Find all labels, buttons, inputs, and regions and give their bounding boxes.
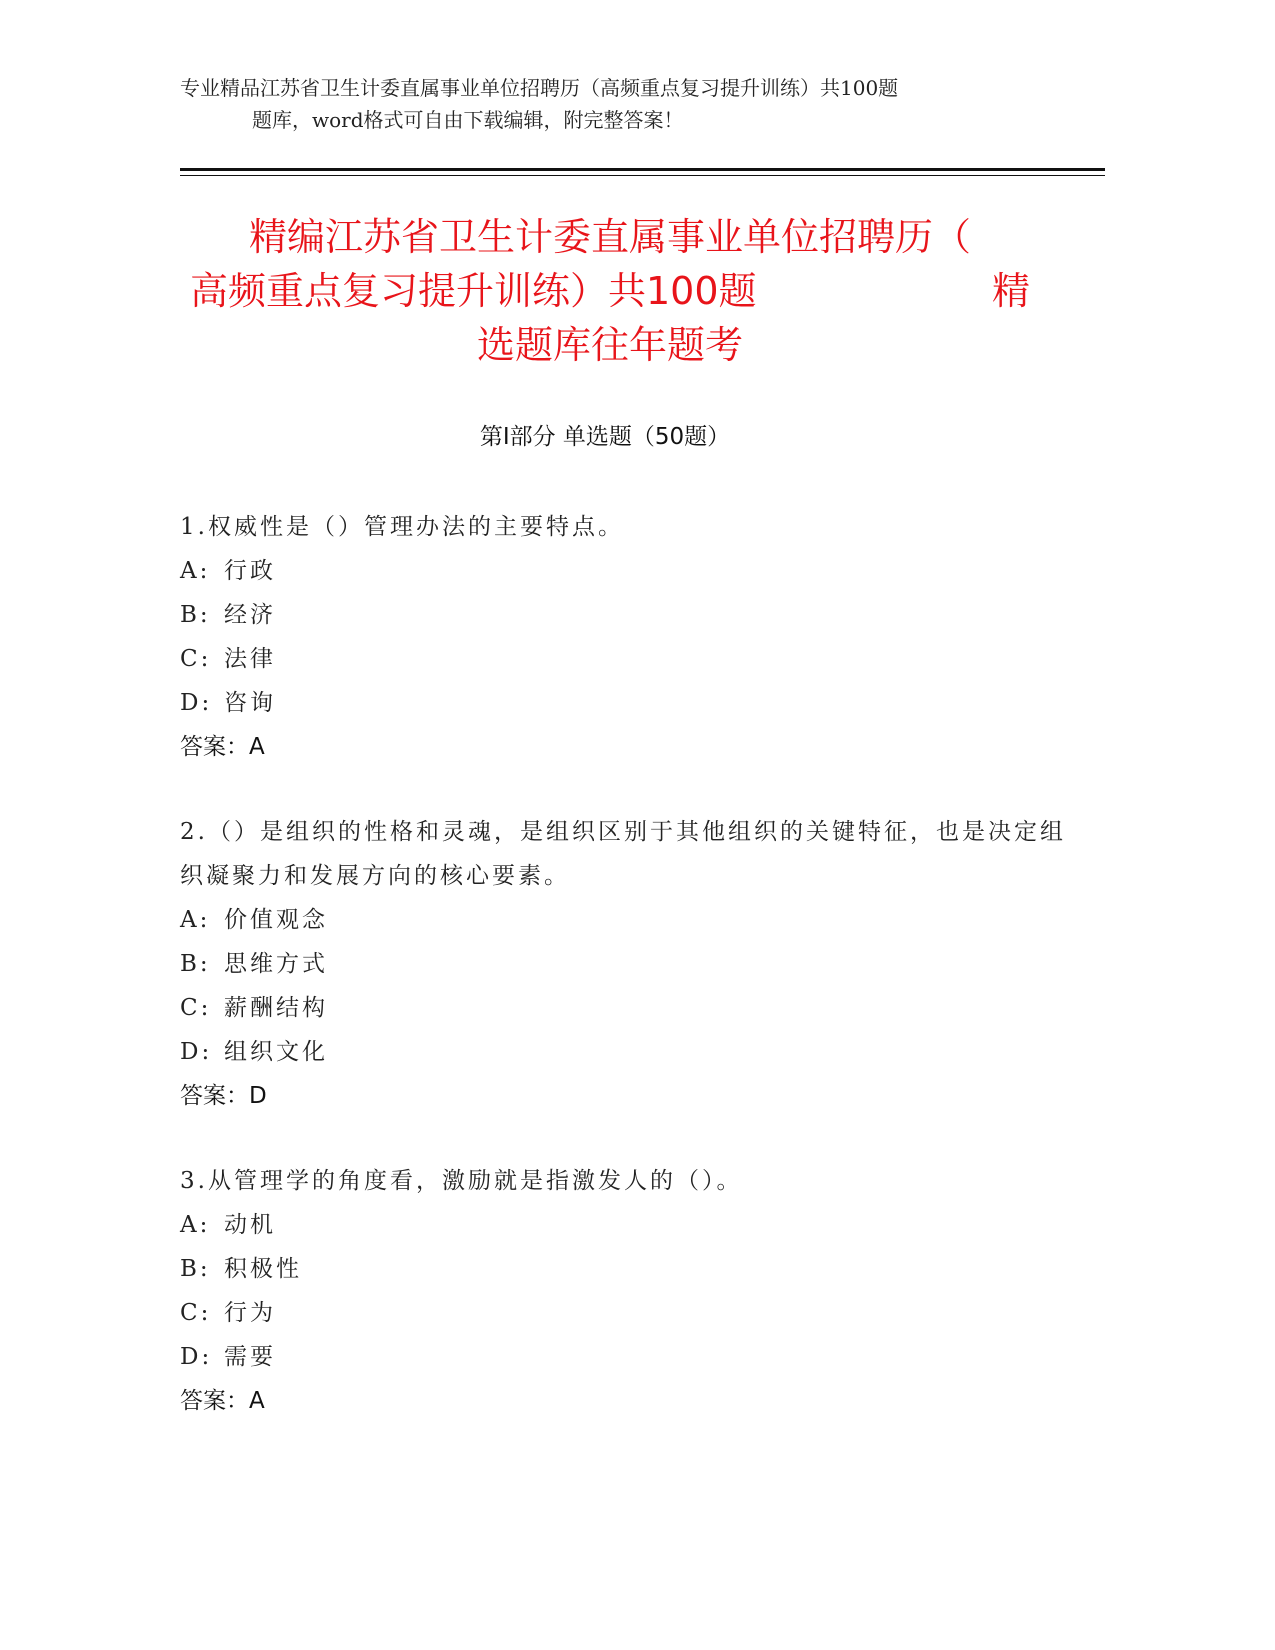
option-text: 价值观念	[224, 907, 328, 933]
option-letter: B:	[180, 1256, 211, 1282]
question-list	[180, 505, 1080, 1464]
option-letter: C:	[180, 1300, 212, 1326]
section-title: 第Ⅰ部分 单选题（50题）	[479, 424, 731, 450]
title-line-2	[190, 264, 1030, 318]
option-a	[180, 549, 1080, 593]
question-3	[180, 1159, 1080, 1423]
option-letter: C:	[180, 995, 212, 1021]
option-letter: A:	[180, 1212, 211, 1238]
option-text: 需要	[224, 1344, 276, 1370]
option-letter: B:	[180, 951, 211, 977]
question-stem: 3.从管理学的角度看，激励就是指激发人的（）。	[180, 1168, 743, 1194]
option-d	[180, 1335, 1080, 1379]
title-line-3: 选题库往年题考	[476, 323, 743, 367]
option-text: 动机	[224, 1212, 276, 1238]
question-stem: 2.（）是组织的性格和灵魂，是组织区别于其他组织的关键特征，也是决定组织凝聚力和发展方向的核心要素。	[180, 819, 1066, 889]
document-header-note	[180, 72, 1080, 136]
document-title	[190, 210, 1030, 372]
title-line-2-right: 精	[991, 269, 1030, 313]
header-rule-thin	[180, 175, 1105, 176]
option-letter: D:	[180, 1344, 213, 1370]
option-text: 咨询	[224, 690, 276, 716]
option-c	[180, 1291, 1080, 1335]
option-letter: D:	[180, 1039, 213, 1065]
option-text: 行政	[224, 558, 276, 584]
option-letter: A:	[180, 558, 211, 584]
option-letter: B:	[180, 602, 211, 628]
option-text: 薪酬结构	[224, 995, 328, 1021]
option-c	[180, 986, 1080, 1030]
header-rule-thick	[180, 168, 1105, 171]
header-note-line-1: 专业精品江苏省卫生计委直属事业单位招聘历（高频重点复习提升训练）共100题	[180, 76, 899, 100]
answer-line: 答案：D	[180, 1083, 267, 1109]
title-line-1: 精编江苏省卫生计委直属事业单位招聘历（	[248, 215, 971, 259]
option-text: 经济	[224, 602, 276, 628]
option-letter: C:	[180, 646, 212, 672]
option-c	[180, 637, 1080, 681]
option-b	[180, 1247, 1080, 1291]
option-a	[180, 1203, 1080, 1247]
answer-line: 答案：A	[180, 734, 265, 760]
answer-line: 答案：A	[180, 1388, 265, 1414]
option-a	[180, 898, 1080, 942]
option-d	[180, 681, 1080, 725]
option-text: 行为	[224, 1300, 276, 1326]
option-b	[180, 593, 1080, 637]
option-text: 积极性	[224, 1256, 302, 1282]
question-1	[180, 505, 1080, 769]
option-text: 法律	[224, 646, 276, 672]
question-stem: 1.权威性是（）管理办法的主要特点。	[180, 514, 624, 540]
question-2	[180, 810, 1080, 1118]
title-line-2-left: 高频重点复习提升训练）共100题	[190, 269, 757, 313]
option-d	[180, 1030, 1080, 1074]
option-text: 组织文化	[224, 1039, 328, 1065]
option-letter: D:	[180, 690, 213, 716]
option-text: 思维方式	[224, 951, 328, 977]
option-letter: A:	[180, 907, 211, 933]
option-b	[180, 942, 1080, 986]
header-note-line-2: 题库，word格式可自由下载编辑，附完整答案！	[252, 108, 684, 132]
